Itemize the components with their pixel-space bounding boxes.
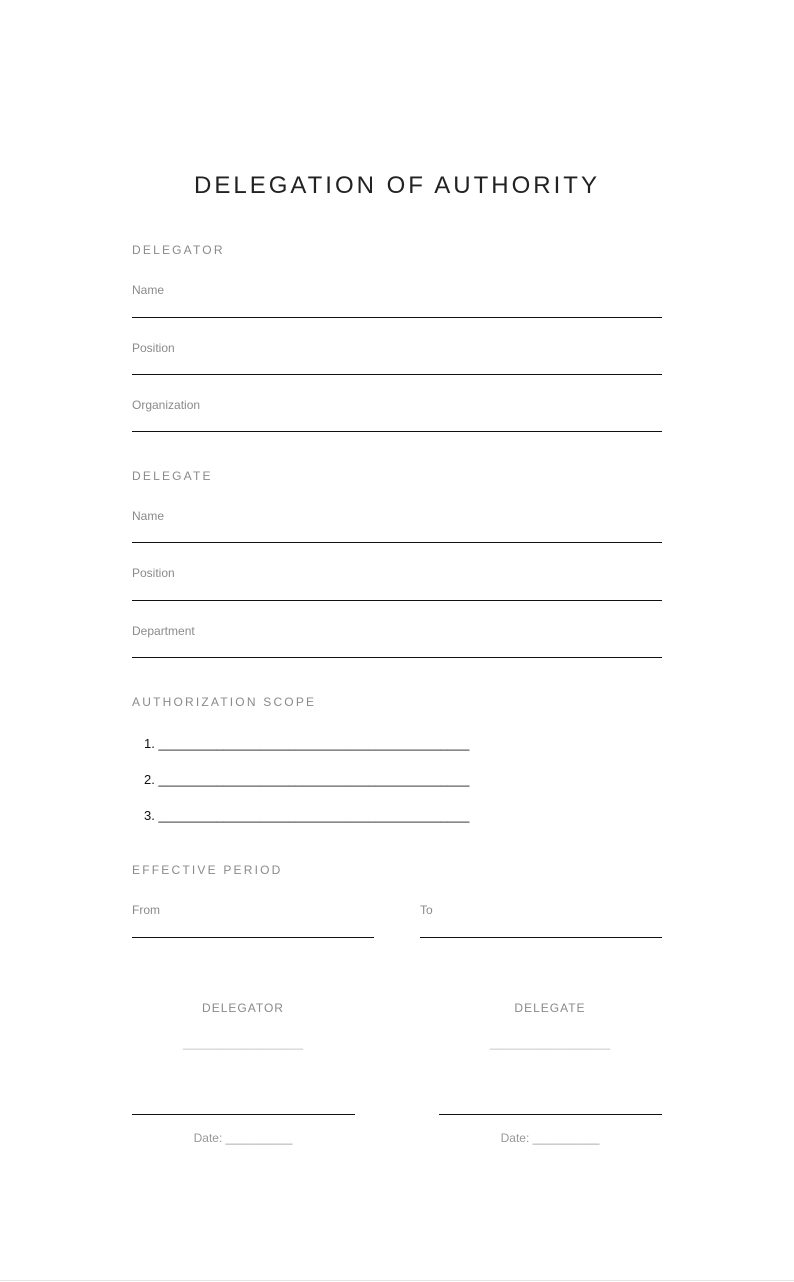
delegate-name-blank[interactable]: __________________ [489, 1036, 611, 1050]
page-bottom-divider [0, 1280, 794, 1281]
section-heading-delegator: DELEGATOR [132, 243, 225, 257]
delegator-position-field[interactable] [132, 374, 662, 375]
delegator-position-label: Position [132, 341, 175, 355]
section-heading-period: EFFECTIVE PERIOD [132, 863, 283, 877]
delegate-name-field[interactable] [132, 542, 662, 543]
signature-delegator-label: DELEGATOR [202, 1001, 284, 1015]
delegate-department-field[interactable] [132, 657, 662, 658]
scope-item-1[interactable]: 1. ___________________________________________ [144, 736, 470, 751]
section-heading-scope: AUTHORIZATION SCOPE [132, 695, 317, 709]
delegate-department-label: Department [132, 624, 195, 638]
scope-item-3[interactable]: 3. ___________________________________________ [144, 808, 470, 823]
delegator-date[interactable]: Date: __________ [193, 1131, 293, 1145]
delegate-position-field[interactable] [132, 600, 662, 601]
delegator-signature-line[interactable] [132, 1114, 355, 1115]
delegate-signature-line[interactable] [439, 1114, 662, 1115]
delegator-organization-label: Organization [132, 398, 201, 412]
page-title: DELEGATION OF AUTHORITY [194, 172, 600, 199]
delegator-name-label: Name [132, 283, 165, 297]
section-heading-delegate: DELEGATE [132, 469, 213, 483]
delegator-name-field[interactable] [132, 317, 662, 318]
signature-delegate-label: DELEGATE [514, 1001, 586, 1015]
to-field[interactable] [420, 937, 662, 938]
delegate-date[interactable]: Date: __________ [500, 1131, 600, 1145]
delegator-organization-field[interactable] [132, 431, 662, 432]
to-label: To [420, 903, 433, 917]
delegate-position-label: Position [132, 566, 175, 580]
scope-item-2[interactable]: 2. ___________________________________________ [144, 772, 470, 787]
delegator-name-blank[interactable]: __________________ [182, 1036, 304, 1050]
delegate-name-label: Name [132, 509, 165, 523]
from-field[interactable] [132, 937, 374, 938]
from-label: From [132, 903, 160, 917]
